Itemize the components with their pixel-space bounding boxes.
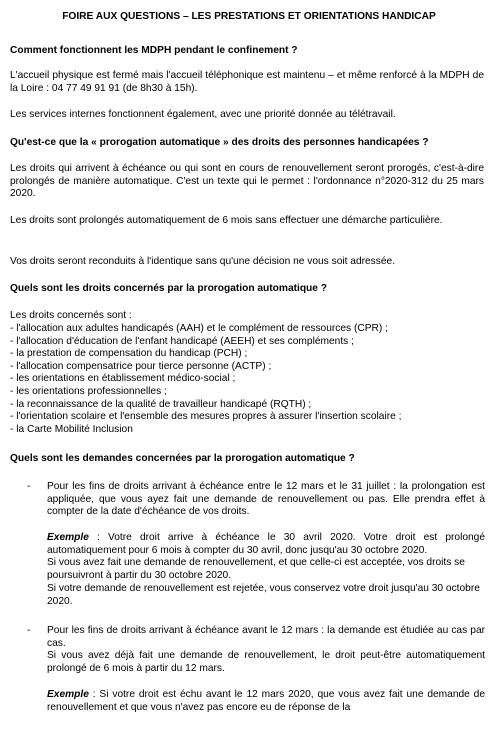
- exemple-label: Exemple: [47, 689, 89, 700]
- droits-list: [10, 323, 484, 436]
- list-item: - la prestation de compensation du handicap (PCH) ;: [10, 348, 248, 360]
- question-droits-concernés: Quels sont les droits concernés par la prorogation automatique ?: [10, 283, 328, 294]
- list-item: - les orientations en établissement médico-social ;: [10, 373, 236, 385]
- document-title: FOIRE AUX QUESTIONS – LES PRESTATIONS ET ORIENTATIONS HANDICAP: [62, 11, 436, 22]
- bullet-dash: -: [27, 481, 31, 492]
- exemple-2: [47, 689, 485, 714]
- paragraph-déjà-demande: Si vous avez déjà fait une demande de renouvellement, le droit peut-être automatiquement prolongé de 6 mois à partir du 12 mars.: [47, 650, 485, 674]
- question-demandes-concernées: Quels sont les demandes concernées par la prorogation automatique ?: [10, 453, 355, 464]
- paragraph-services-internes: Les services internes fonctionnent également, avec une priorité donnée au télétravail.: [10, 109, 396, 120]
- exemple-1-text: : Votre droit arrive à échéance le 30 avril 2020. Votre droit est prolongé automatiquement pour 6 mois à compter du 30 avril, donc jusqu'au 30 octobre 2020.: [47, 532, 485, 556]
- exemple-1: [47, 532, 485, 557]
- paragraph-droits-prorogés: Les droits qui arrivent à échéance ou qui sont en cours de renouvellement seront prorogés, c'est-à-dire prolongés de manière automatique. C'est un texte qui le permet : l'ordonnance n°2020-312 du 25 mars 2020.: [10, 163, 484, 200]
- exemple-label: Exemple: [47, 532, 89, 543]
- bullet-dash: -: [27, 625, 31, 636]
- paragraph-accueil: L'accueil physique est fermé mais l'accueil téléphonique est maintenu – et même renforcé à la MDPH de la Loire : 04 77 49 91 91 (de 8h30 à 15h).: [10, 70, 484, 94]
- list-intro: Les droits concernés sont :: [10, 310, 132, 321]
- list-item: - l'orientation scolaire et l'ensemble des mesures propres à assurer l'insertion scolaire ;: [10, 411, 402, 423]
- bullet-avant-12-mars: Pour les fins de droits arrivant à échéance avant le 12 mars : la demande est étudiée au cas par cas.: [47, 625, 485, 649]
- list-item: - la reconnaissance de la qualité de travailleur handicapé (RQTH) ;: [10, 398, 312, 410]
- exemple-2-text: : Si votre droit est échu avant le 12 mars 2020, que vous avez fait une demande de renouvellement et que vous n'avez pas encore eu de réponse de la: [47, 689, 485, 713]
- paragraph-droits-prolongés: Les droits sont prolongés automatiquement de 6 mois sans effectuer une démarche particulière.: [10, 215, 443, 226]
- exemple-1-rejetée: Si votre demande de renouvellement est rejetée, vous conservez votre droit jusqu'au 30 octobre 2020.: [47, 583, 480, 607]
- paragraph-droits-reconduits: Vos droits seront reconduits à l'identique sans qu'une décision ne vous soit adressée.: [10, 256, 396, 267]
- bullet-entre-12-mars-31-juillet: Pour les fins de droits arrivant à échéance entre le 12 mars et le 31 juillet : la prolongation est appliquée, que vous ayez fait une demande de renouvellement ou pas. Elle prendra effet à compter de la date d'échéance de vos droits.: [47, 481, 485, 518]
- list-item: - l'allocation compensatrice pour tierce personne (ACTP) ;: [10, 360, 272, 372]
- list-item: - la Carte Mobilité Inclusion: [10, 423, 133, 435]
- list-item: - l'allocation aux adultes handicapés (AAH) et le complément de ressources (CPR) ;: [10, 323, 388, 334]
- list-item: - les orientations professionnelles ;: [10, 385, 167, 397]
- exemple-1-acceptée: Si vous avez fait une demande de renouvellement, et que celle-ci est acceptée, vos droits se poursuivront à partir du 30 octobre 2020.: [47, 557, 465, 581]
- question-mdph-confinement: Comment fonctionnent les MDPH pendant le confinement ?: [10, 45, 298, 56]
- question-prorogation: Qu'est-ce que la « prorogation automatique » des droits des personnes handicapées ?: [10, 137, 429, 148]
- list-item: - l'allocation d'éducation de l'enfant handicapé (AEEH) et ses compléments ;: [10, 335, 354, 347]
